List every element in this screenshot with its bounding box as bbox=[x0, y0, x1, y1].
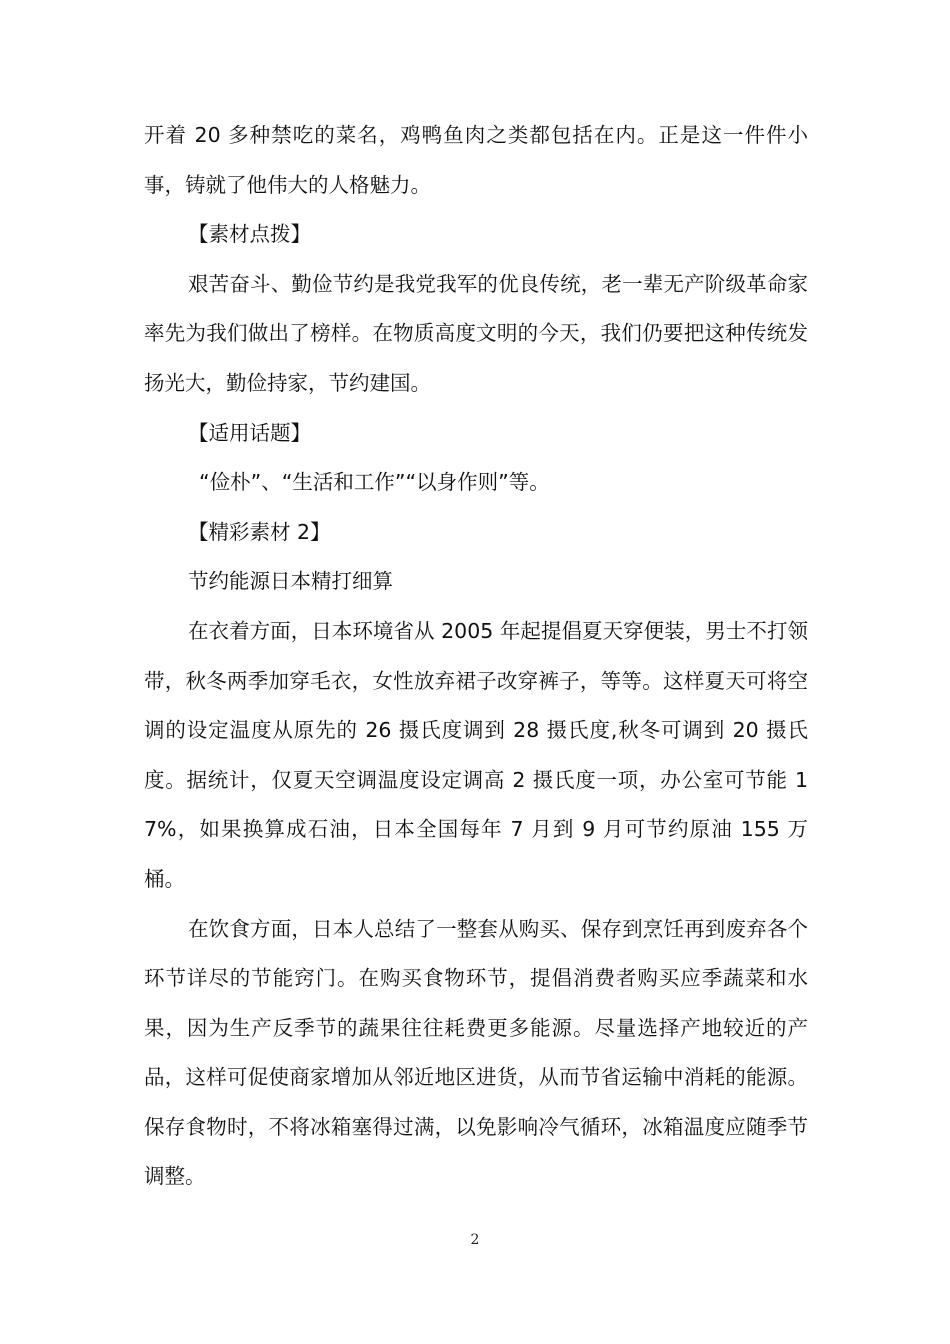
paragraph-diet: 在饮食方面，日本人总结了一整套从购买、保存到烹饪再到废弃各个环节详尽的节能窍门。在购买食物环节，提倡消费者购买应季蔬菜和水果，因为生产反季节的蔬果往往耗费更多能源。尽量选择产地较近的产品，这样可促使商家增加从邻近地区进货，从而节省运输中消耗的能源。保存食物时，不将冰箱塞得过满，以免影响冷气循环，冰箱温度应随季节调整。 bbox=[144, 916, 808, 1189]
section-title: 节约能源日本精打细算 bbox=[188, 569, 393, 594]
paragraph-material-tips: 艰苦奋斗、勤俭节约是我党我军的优良传统，老一辈无产阶级革命家率先为我们做出了榜样。在物质高度文明的今天，我们仍要把这种传统发扬光大，勤俭持家，节约建国。 bbox=[144, 271, 808, 395]
heading-applicable-topics: 【适用话题】 bbox=[188, 420, 311, 445]
heading-featured-material-2: 【精彩素材 2】 bbox=[188, 519, 331, 544]
paragraph-applicable-topics: “俭朴”、“生活和工作”“以身作则”等。 bbox=[199, 470, 550, 495]
paragraph-clothing: 在衣着方面，日本环境省从 2005 年起提倡夏天穿便装，男士不打领带，秋冬两季加穿毛衣，女性放弃裙子改穿裤子，等等。这样夏天可将空调的设定温度从原先的 26 摄氏度调到 28 摄氏度,秋冬可调到 20 摄氏度。据统计，仅夏天空调温度设定调高 2 摄氏度一项，办公室可节能 17%，如果换算成石油，日本全国每年 7 月到 9 月可节约原油 155 万桶。 bbox=[144, 618, 808, 891]
page-number: 2 bbox=[470, 1232, 480, 1248]
heading-material-tips: 【素材点拨】 bbox=[188, 222, 311, 247]
paragraph-continuation: 开着 20 多种禁吃的菜名，鸡鸭鱼肉之类都包括在内。正是这一件件小事，铸就了他伟大的人格魅力。 bbox=[144, 123, 808, 197]
page-body bbox=[144, 111, 808, 1202]
